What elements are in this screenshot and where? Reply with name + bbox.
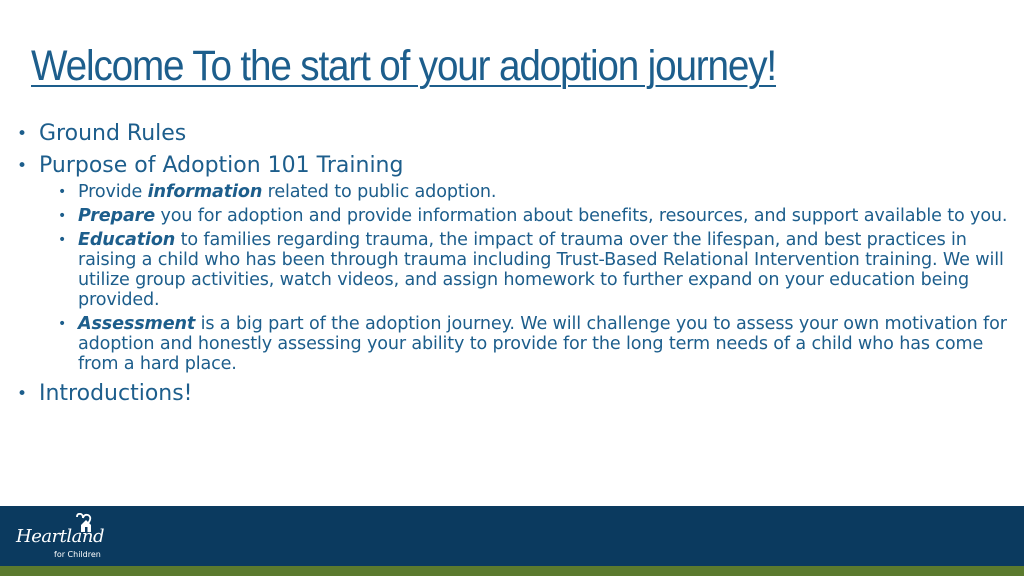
sub-bullet-marker: • — [58, 232, 67, 248]
sub-bullet-pre: Provide — [78, 182, 148, 202]
sub-bullet-emphasis: Prepare — [78, 206, 155, 226]
bullet-marker: • — [17, 156, 28, 176]
sub-bullet-post: is a big part of the adoption journey. We will challenge you to assess your own motivation for adoption and honestly assessing your ability to provide for the long term needs of a child who has come from a hard place. — [78, 314, 1007, 374]
sub-bullet-information — [0, 182, 1008, 202]
bullet-purpose — [0, 150, 1024, 182]
heartland-logo — [16, 513, 108, 563]
sub-bullet-assessment — [0, 314, 1008, 374]
sub-bullet-prepare — [0, 206, 1008, 226]
bullet-ground-rules — [0, 118, 1024, 150]
sub-bullet-marker: • — [58, 316, 67, 332]
footer-accent-bar — [0, 566, 1024, 576]
logo-subtitle: for Children — [54, 550, 101, 559]
bullet-text: Introductions! — [39, 381, 193, 406]
bullet-text: Purpose of Adoption 101 Training — [39, 153, 404, 178]
sub-bullet-marker: • — [58, 208, 67, 224]
sub-bullet-list — [0, 182, 1024, 374]
bullet-content — [0, 118, 1024, 410]
sub-bullet-post: related to public adoption. — [262, 182, 497, 202]
sub-bullet-emphasis: information — [147, 182, 263, 202]
bullet-introductions — [0, 378, 1024, 410]
sub-bullet-post: to families regarding trauma, the impact of trauma over the lifespan, and best practices in raising a child who has been through trauma including Trust-Based Relational Intervention training. We will utilize group activities, watch videos, and assign homework to further expand on your education being provided. — [78, 230, 1004, 310]
footer-band — [0, 506, 1024, 570]
logo-name: Heartland — [16, 526, 105, 547]
sub-bullet-post: you for adoption and provide information about benefits, resources, and support available to you. — [155, 206, 1008, 226]
sub-bullet-marker: • — [58, 184, 67, 200]
slide-title: Welcome To the start of your adoption journey! — [31, 42, 777, 90]
sub-bullet-emphasis: Assessment — [78, 314, 196, 334]
sub-bullet-emphasis: Education — [78, 230, 176, 250]
bullet-text: Ground Rules — [39, 121, 187, 146]
bullet-marker: • — [17, 124, 28, 144]
bullet-marker: • — [17, 384, 28, 404]
sub-bullet-education — [0, 230, 1008, 310]
